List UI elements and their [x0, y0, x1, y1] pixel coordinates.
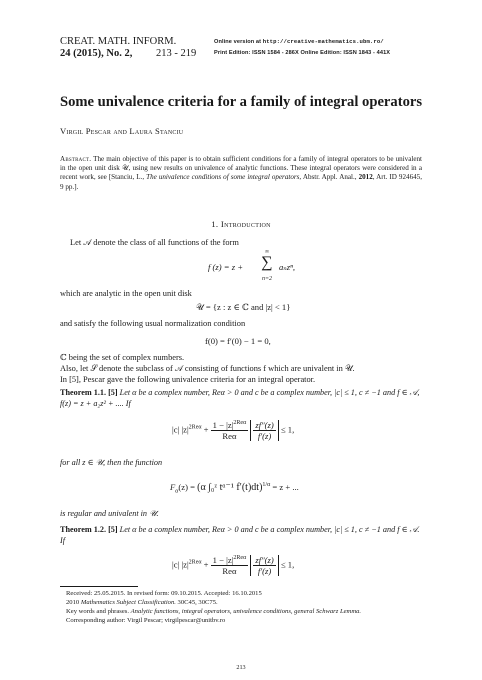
- paper-authors: Virgil Pescar and Laura Stanciu: [60, 126, 184, 136]
- theorem-1-1: [60, 387, 422, 409]
- msc-year: 2010: [66, 599, 81, 606]
- ineq2-left-exp: 2Reα: [188, 559, 202, 566]
- operator-F-sub: α: [175, 488, 179, 495]
- equation-unit-disk: 𝒰 = {z : z ∈ ℂ and |z| < 1}: [196, 302, 291, 312]
- operator-F-body: (α ∫₀ᶻ tᵅ⁻¹ f′(t)dt): [197, 482, 263, 493]
- theorem-1-1-ref: [5]: [108, 388, 118, 397]
- ineq1-abs-num: zf″(z): [255, 420, 274, 430]
- intro-line-2: which are analytic in the open unit disk: [60, 289, 192, 298]
- msc-codes: 30C45, 30C75.: [175, 599, 218, 606]
- ineq1-abs-den: f′(z): [257, 431, 272, 441]
- theorem-1-1-conclusion: is regular and univalent in 𝒰.: [60, 509, 159, 518]
- print-edition: Print Edition: ISSN 1584 - 286X Online Edition: ISSN 1843 - 441X: [214, 50, 391, 56]
- journal-volume: [60, 48, 132, 60]
- intro-line-5: Also, let 𝒮 denote the subclass of 𝒜 consisting of functions f which are univalent in 𝒰.: [60, 364, 355, 373]
- theorem-1-2: [60, 524, 422, 546]
- ineq1-right: ≤ 1,: [280, 424, 295, 435]
- intro-line-4: ℂ being the set of complex numbers.: [60, 353, 185, 362]
- theorem-1-2-ref: [5]: [108, 525, 118, 534]
- ineq1-left-exp: 2Reα: [188, 424, 202, 431]
- online-version: [214, 38, 384, 45]
- ineq1-frac-den: Reα: [222, 431, 237, 441]
- ineq1-left: |c| |z|: [172, 424, 189, 435]
- keywords-label: Key words and phrases.: [66, 608, 131, 615]
- online-url[interactable]: http://creative-mathematics.ubm.ro/: [262, 38, 384, 45]
- abstract-cite-title: The univalence conditions of some integral operators: [146, 173, 300, 182]
- theorem-1-1-label: Theorem 1.1.: [60, 388, 107, 397]
- theorem-1-2-statement: Let α be a complex number, Reα > 0 and c be a complex number, |c| ≤ 1, c ≠ −1 and f ∈ 𝒜. If: [60, 525, 420, 545]
- abstract-cite-journal: , Abstr. Appl. Anal.,: [299, 173, 359, 182]
- equation-series: [208, 262, 243, 272]
- paper-title: Some univalence criteria for a family of integral operators: [59, 94, 423, 110]
- ineq2-abs-den: f′(z): [257, 566, 272, 576]
- ineq2-right: ≤ 1,: [280, 559, 295, 570]
- theorem-1-1-statement: Let α be a complex number, Reα > 0 and c be a complex number, |c| ≤ 1, c ≠ −1 and f ∈ 𝒜, f(z) = z + a₂z² + .... If: [60, 388, 420, 408]
- page-number: 213: [236, 664, 246, 671]
- operator-F-exp: 1/α: [262, 482, 271, 489]
- ineq2-abs-num: zf″(z): [255, 555, 274, 565]
- abstract-cite-year: 2012: [358, 173, 373, 182]
- ineq2-frac-den: Reα: [222, 566, 237, 576]
- online-label: Online version at: [214, 39, 263, 45]
- ineq1-abs: [250, 420, 278, 441]
- theorem-1-1-forall: for all z ∈ 𝒰, then the function: [60, 458, 163, 467]
- footnote-keywords: [66, 608, 361, 617]
- operator-F-tail: = z + ...: [270, 482, 299, 492]
- equation-normalization: f(0) = f′(0) − 1 = 0,: [205, 336, 271, 346]
- ineq2-frac-num-exp: 2Reα: [233, 555, 247, 562]
- sum-sign: ∑: [261, 254, 273, 271]
- footnote-rule: [60, 586, 138, 587]
- theorem-1-1-inequality: [172, 420, 294, 441]
- ineq2-fraction: [211, 555, 249, 576]
- journal-volume-issue: 24 (2015), No. 2,: [60, 48, 133, 59]
- ineq2-plus: +: [201, 559, 211, 570]
- footnote-received: Received: 25.05.2015. In revised form: 09.10.2015. Accepted: 16.10.2015: [66, 590, 262, 597]
- intro-line-3: and satisfy the following usual normalization condition: [60, 319, 246, 328]
- abstract-cite-end: , Art. ID 924645, 9 pp.].: [60, 173, 422, 191]
- ineq1-fraction: [211, 420, 249, 441]
- sum-upper: ∞: [264, 249, 270, 255]
- journal-pages: 213 - 219: [156, 48, 197, 59]
- journal-name: CREAT. MATH. INFORM.: [60, 36, 177, 47]
- keywords-list: Analytic functions, integral operators, univalence conditions, general Schwarz Lemma.: [130, 608, 362, 615]
- ineq2-left: |c| |z|: [172, 559, 189, 570]
- equation-series-term: aₙzⁿ,: [279, 262, 295, 272]
- footnote-corresponding: Corresponding author: Virgil Pescar; virgilpescar@unitbv.ro: [66, 617, 226, 624]
- section-title: 1. Introduction: [211, 219, 271, 229]
- operator-F: F: [170, 482, 176, 492]
- ineq1-frac-num-exp: 2Reα: [233, 420, 247, 427]
- ineq1-frac-num: 1 − |z|: [212, 420, 234, 430]
- footnote-msc: [66, 599, 218, 608]
- intro-line-6: In [5], Pescar gave the following univalence criteria for an integral operator.: [60, 375, 316, 384]
- operator-F-eq: (z) =: [178, 482, 198, 492]
- abstract-label: Abstract.: [60, 155, 92, 163]
- msc-label: Mathematics Subject Classification.: [80, 599, 176, 606]
- abstract: [60, 155, 422, 192]
- theorem-1-2-inequality: [172, 555, 294, 576]
- sum-lower: n=2: [261, 276, 273, 282]
- theorem-1-1-operator: [170, 482, 299, 495]
- theorem-1-2-label: Theorem 1.2.: [60, 525, 107, 534]
- abstract-text: The main objective of this paper is to obtain sufficient conditions for a family of integral operators to be univalent in the open unit disk 𝒰, using new results on univalence of analytic functions. These integral operators were considered in a recent work, see [Stanciu, L.,: [60, 155, 423, 182]
- intro-line-1: Let 𝒜 denote the class of all functions of the form: [70, 238, 239, 247]
- ineq2-abs: [250, 555, 278, 576]
- equation-series-lhs: f (z) = z +: [208, 262, 243, 272]
- ineq2-frac-num: 1 − |z|: [212, 555, 234, 565]
- ineq1-plus: +: [201, 424, 211, 435]
